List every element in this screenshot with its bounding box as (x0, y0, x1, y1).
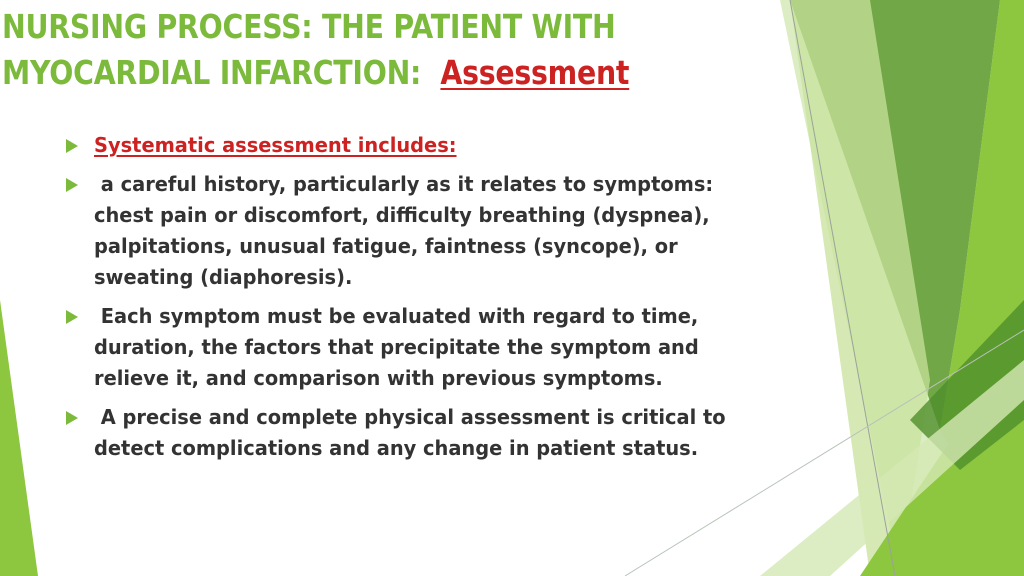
triangle-right-icon (66, 310, 78, 324)
bullet-list (64, 130, 784, 472)
bullet-item-history (64, 169, 784, 293)
slide-title (2, 4, 673, 96)
bullet-heading-text: Systematic assessment includes: (94, 133, 457, 157)
title-line-2 (2, 50, 673, 96)
decor-left-sliver (0, 300, 38, 576)
bullet-text-symptom-evaluation: Each symptom must be evaluated with regard to time, duration, the factors that precipitate the symptom and relieve it, and comparison with previous symptoms. (94, 304, 706, 390)
bullet-item-symptom-evaluation (64, 301, 784, 394)
bullet-heading-item (64, 130, 784, 161)
title-line-1: NURSING PROCESS: THE PATIENT WITH (2, 7, 616, 46)
title-accent: Assessment (440, 53, 630, 92)
triangle-right-icon (66, 411, 78, 425)
bullet-item-physical-assessment (64, 402, 784, 464)
bullet-text-physical-assessment: A precise and complete physical assessment is critical to detect complications and any change in patient status. (94, 405, 733, 460)
triangle-right-icon (66, 178, 78, 192)
triangle-right-icon (66, 139, 78, 153)
title-line-2-text: MYOCARDIAL INFARCTION: (2, 53, 422, 92)
bullet-text-history: a careful history, particularly as it relates to symptoms: chest pain or discomfort, difficulty breathing (dyspnea), palpitations, unusual fatigue, faintness (syncope), or sweating (diaphoresis). (94, 172, 720, 289)
